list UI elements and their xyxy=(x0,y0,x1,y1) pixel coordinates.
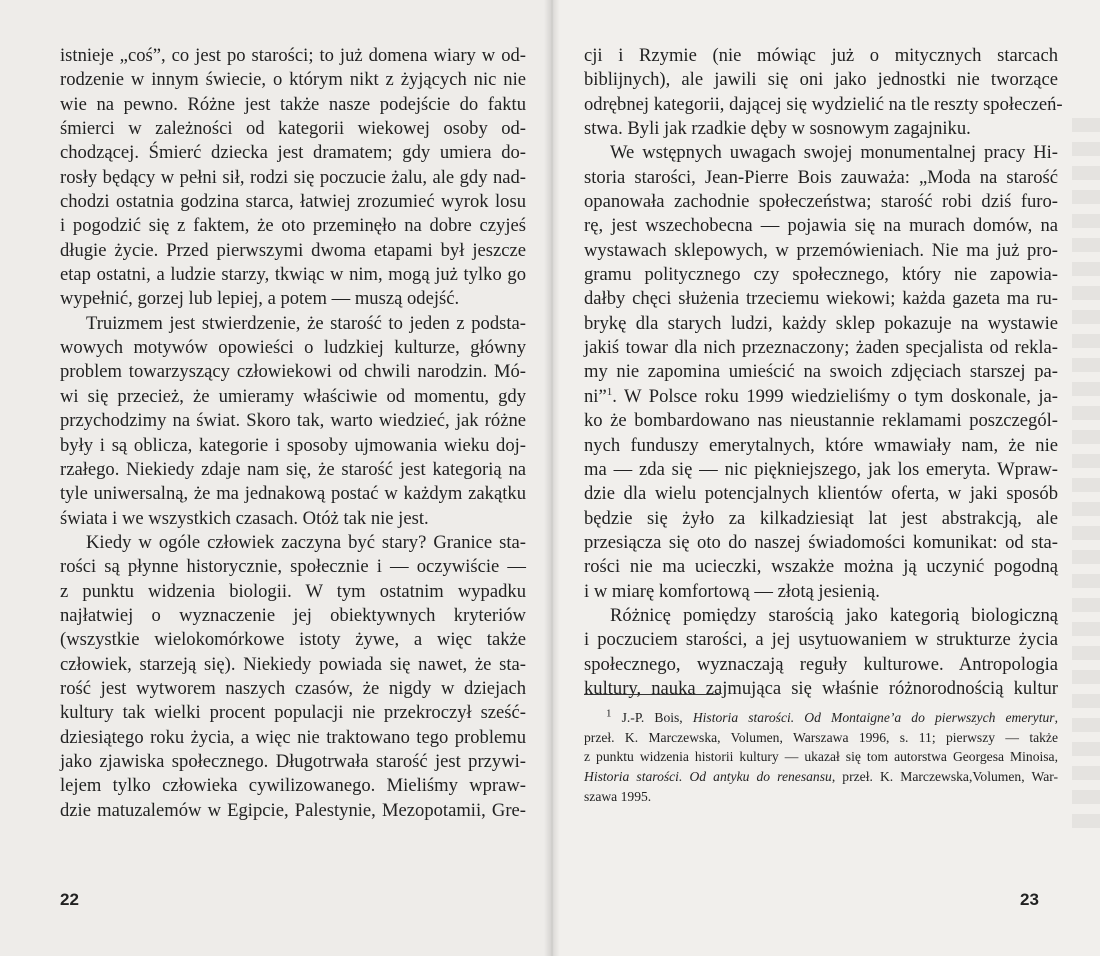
text-line: rodzenie w innym świecie, o którym nikt z żyjących nic nie xyxy=(60,69,526,91)
text-line: i poczuciem starości, a jej usytuowaniem w strukturze życia xyxy=(584,629,1058,651)
footnote-line: szawa 1995. xyxy=(584,788,652,804)
text-line: wypełnić, gorzej lub lepiej, a potem — muszą odejść. xyxy=(60,288,460,310)
text-line: przesiącza się oto do naszej świadomości komunikat: od sta- xyxy=(584,531,1058,553)
text-line: ma — zda się — nic piękniejszego, jak los emeryta. Wpraw- xyxy=(584,458,1058,480)
text-line: wowych motywów opowieści o ludzkiej kulturze, główny xyxy=(60,337,526,359)
text-line: lejem tylko człowieka cywilizowanego. Mieliśmy wpraw- xyxy=(60,775,526,797)
text-line: z punktu widzenia biologii. W tym ostatnim wypadku xyxy=(60,580,526,602)
text-line: człowiek, starzeją się). Niekiedy powiada się nawet, że sta- xyxy=(60,653,526,675)
text-line: Truizmem jest stwierdzenie, że starość to jeden z podsta- xyxy=(86,312,526,334)
text-line: świata i we wszystkich czasach. Otóż tak nie jest. xyxy=(60,507,429,529)
quote-end: ni” xyxy=(584,385,607,407)
text-line: odrębnej kategorii, dającej się wydzielić na tle reszty społeczeń- xyxy=(584,93,1063,115)
footnote-title: Historia starości. Od antyku do renesansu xyxy=(584,769,832,785)
text-line: rości nie ma ucieczki, wszakże można ją uczynić pogodną xyxy=(584,556,1058,578)
book-gutter xyxy=(544,0,560,956)
footnote-text: , przeł. K. Marczewska,Volumen, War- xyxy=(831,769,1059,785)
page-number-left: 22 xyxy=(60,890,79,909)
paragraph xyxy=(584,44,1063,141)
text-line: (wszystkie wielokomórkowe istoty żywe, a więc także xyxy=(60,629,526,651)
text-line: nych funduszy emerytalnych, które wmawiały nam, że nie xyxy=(584,434,1058,456)
footnote-marker: 1 xyxy=(606,385,613,398)
text-line: etap ostatni, a ludzie starzy, tkwiąc w nim, mogą już tylko go xyxy=(60,264,526,286)
footnote-text: J.-P. Bois, xyxy=(621,710,693,725)
text-line: kultury, nauka zajmująca się właśnie różnorodnością kultur xyxy=(584,677,1058,699)
text-line: wi się przecież, że umieramy właściwie od momentu, gdy xyxy=(60,385,526,407)
footnote-number: 1 xyxy=(606,707,612,720)
paragraph xyxy=(60,44,526,312)
paragraph xyxy=(60,531,526,823)
text-line: długie życie. Przed pierwszymi dwoma etapami był jeszcze xyxy=(60,239,526,261)
text-line: rosły będący w pełni sił, rodzi się poczucie żalu, ale gdy nad- xyxy=(60,166,526,188)
footnotes xyxy=(584,708,1058,807)
text-line: najłatwiej o wyznaczenie jej obiektywnych kryteriów xyxy=(60,604,526,626)
text-line: rość jest wytworem naszych czasów, że nigdy w dziejach xyxy=(60,677,526,699)
text-fragment: W Polsce roku 1999 wiedzieliśmy o tym doskonale, ja- xyxy=(624,385,1058,407)
right-page xyxy=(552,0,1100,956)
text-line: istnieje „coś”, co jest po starości; to już domena wiary w od- xyxy=(60,45,526,66)
page-number-right: 23 xyxy=(1020,890,1039,909)
text-line: dziesiątego roku życia, a więc nie traktowano tego problemu xyxy=(60,726,526,748)
footnote-title: Historia starości. Od Montaigne’a do pierwszych emerytur xyxy=(692,710,1055,725)
left-body-text xyxy=(60,44,526,823)
footnote-line: przeł. K. Marczewska, Volumen, Warszawa 1996, s. 11; pierwszy — także xyxy=(584,729,1058,745)
footnote-text: , xyxy=(1054,710,1058,725)
text-line: będzie się żyło za kilkadziesiąt lat jest abstrakcją, ale xyxy=(584,507,1058,529)
text-line: storia starości, Jean-Pierre Bois zauważa: „Moda na starość xyxy=(584,166,1058,188)
text-line: jakiś towar dla nich przeznaczony; żaden specjalista od rekla- xyxy=(584,337,1058,359)
text-line: dałby chęci służenia trzeciemu wiekowi; każda gazeta ma ru- xyxy=(584,288,1058,310)
text-line: opanowała zachodnie społeczeństwa; starość robi dziś furo- xyxy=(584,191,1058,213)
text-line: biblijnych), ale jawili się oni jako jednostki nie tworzące xyxy=(584,69,1058,91)
text-line: były i są oblicza, kategorie i sposoby ujmowania wieku doj- xyxy=(60,434,526,456)
footnote-line xyxy=(584,708,1058,728)
text-line: jako zjawiska społecznego. Długotrwała starość jest przywi- xyxy=(60,750,526,772)
show-through xyxy=(1072,118,1100,838)
text-line: gramu politycznego czy społecznego, który nie zapowia- xyxy=(584,264,1058,286)
text-line: dzie matuzalemów w Egipcie, Palestynie, Mezopotamii, Gre- xyxy=(60,799,526,821)
text-line: Kiedy w ogóle człowiek zaczyna być stary? Granice sta- xyxy=(86,531,526,553)
text-line: rzałego. Niekiedy zdaje nam się, że starość jest kategorią na xyxy=(60,458,526,480)
footnote-line: z punktu widzenia historii kultury — ukazał się tom autorstwa Georgesa Minoisa, xyxy=(584,749,1058,765)
text-line: przychodzimy na świat. Skoro tak, warto wiedzieć, jak różne xyxy=(60,410,526,432)
text-line: tyle uniwersalną, że ma jednakową postać w każdym zakątku xyxy=(60,483,526,505)
text-line: problem towarzyszący człowiekowi od chwili narodzin. Mó- xyxy=(60,361,526,383)
text-line: Różnicę pomiędzy starością jako kategorią biologiczną xyxy=(610,604,1058,626)
text-line: śmierci w zależności od kategorii wiekowej osoby od- xyxy=(60,118,526,140)
text-line: rości są płynne historycznie, społecznie i — oczywiście — xyxy=(60,556,526,578)
text-line: wystawach sklepowych, w przemówieniach. Nie ma już pro- xyxy=(584,239,1058,261)
text-line: ni”$^1$. W Polsce roku 1999 wiedzieliśmy o tym doskonale, ja- xyxy=(584,385,1058,407)
text-line: wie na pewno. Różne jest także nasze podejście do faktu xyxy=(60,93,526,115)
text-line: rę, jest wszechobecna — pojawia się na murach domów, na xyxy=(584,215,1058,237)
footnote-divider xyxy=(584,694,720,695)
text-line: społecznego, wyznaczają reguły kulturowe. Antropologia xyxy=(584,653,1058,675)
text-line: chodzącej. Śmierć dziecka jest dramatem; gdy umiera do- xyxy=(60,142,526,164)
text-line: We wstępnych uwagach swojej monumentalnej pracy Hi- xyxy=(610,142,1058,164)
text-line: ko że bombardowano nas nieustannie reklamami poszczegól- xyxy=(584,410,1058,432)
text-line: i pogodzić się z faktem, że oto przeminęło na dobre czyjeś xyxy=(60,215,526,237)
text-line: stwa. Byli jak rzadkie dęby w sosnowym zagajniku. xyxy=(584,118,971,140)
text-line: i w miarę komfortową — złotą jesienią. xyxy=(584,580,880,602)
text-line: dzie dla wielu potencjalnych klientów oferta, w jaki sposób xyxy=(584,483,1058,505)
text-line: chodzi ostatnia godzina starca, łatwiej zrozumieć wyrok losu xyxy=(60,191,526,213)
paragraph xyxy=(584,141,1058,604)
paragraph xyxy=(584,604,1058,701)
paragraph xyxy=(60,312,526,531)
right-body-text xyxy=(584,44,1063,701)
text-line: brykę dla starych ludzi, każdy sklep pokazuje na wystawie xyxy=(584,312,1058,334)
text-line: my nie zapomina umieścić na swoich zdjęciach starszej pa- xyxy=(584,361,1058,383)
footnote-line xyxy=(584,767,1058,787)
text-line: kultury tak wielki procent populacji nie przekroczył sześć- xyxy=(60,702,526,724)
text-line: cji i Rzymie (nie mówiąc już o mitycznych starcach xyxy=(584,45,1058,66)
